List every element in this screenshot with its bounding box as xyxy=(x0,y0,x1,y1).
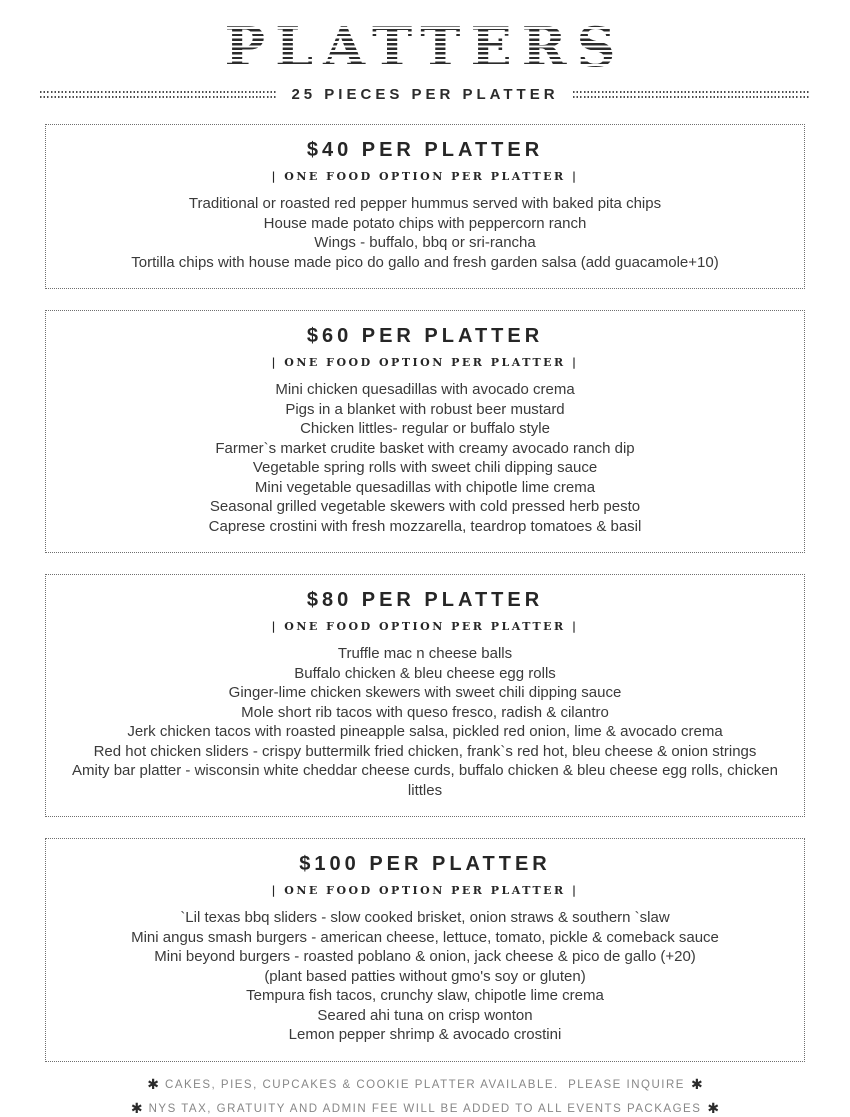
section-subheading: | ONE FOOD OPTION PER PLATTER | xyxy=(271,356,579,369)
platter-section-40 xyxy=(45,124,805,289)
menu-item: Tortilla chips with house made pico do gallo and fresh garden salsa (add guacamole+10) xyxy=(131,253,719,271)
menu-item: Traditional or roasted red pepper hummus served with baked pita chips xyxy=(188,195,662,212)
menu-item: Mini angus smash burgers - american cheese, lettuce, tomato, pickle & comeback sauce xyxy=(131,928,719,946)
menu-item: Ginger-lime chicken skewers with sweet chili dipping sauce xyxy=(228,684,622,701)
menu-item: Buffalo chicken & bleu cheese egg rolls xyxy=(294,664,556,682)
menu-item: Lemon pepper shrimp & avocado crostini xyxy=(288,1026,562,1043)
platter-section-60 xyxy=(45,310,805,553)
section-subheading: | ONE FOOD OPTION PER PLATTER | xyxy=(271,170,579,183)
footer-note-text: CAKES, PIES, CUPCAKES & COOKIE PLATTER AVAILABLE. PLEASE INQUIRE xyxy=(165,1078,685,1091)
menu-item: (plant based patties without gmo's soy or gluten) xyxy=(264,967,586,985)
menu-item: Pigs in a blanket with robust beer mustard xyxy=(285,400,565,418)
menu-item: Truffle mac n cheese balls xyxy=(337,645,513,662)
menu-item: Mini beyond burgers - roasted poblano & onion, jack cheese & pico de gallo (+20) xyxy=(154,948,696,965)
asterisk-icon: ✱ xyxy=(690,1075,703,1092)
section-heading: $40 PER PLATTER xyxy=(306,139,544,161)
menu-item: Mole short rib tacos with queso fresco, radish & cilantro xyxy=(241,703,609,721)
section-heading: $60 PER PLATTER xyxy=(306,325,544,347)
menu-item: Chicken littles- regular or buffalo style xyxy=(300,420,550,437)
footer-notes xyxy=(0,1076,850,1117)
menu-item: Vegetable spring rolls with sweet chili dipping sauce xyxy=(252,459,598,476)
hatched-rule-left xyxy=(40,91,277,98)
page-title: PLATTERS xyxy=(0,20,850,74)
menu-item: Mini vegetable quesadillas with chipotle lime crema xyxy=(254,478,596,496)
subtitle-row xyxy=(40,86,810,103)
menu-item: House made potato chips with peppercorn ranch xyxy=(263,214,587,232)
platter-section-100 xyxy=(45,838,805,1062)
asterisk-icon: ✱ xyxy=(707,1099,720,1116)
menu-item: Caprese crostini with fresh mozzarella, teardrop tomatoes & basil xyxy=(208,517,642,535)
footer-note-desserts xyxy=(0,1076,850,1093)
asterisk-icon: ✱ xyxy=(147,1075,160,1092)
menu-item: Tempura fish tacos, crunchy slaw, chipotle lime crema xyxy=(246,987,604,1004)
hatched-rule-right xyxy=(573,91,810,98)
footer-note-text: NYS TAX, GRATUITY AND ADMIN FEE WILL BE ADDED TO ALL EVENTS PACKAGES xyxy=(148,1102,702,1115)
platter-section-80 xyxy=(45,574,805,817)
menu-item: `Lil texas bbq sliders - slow cooked brisket, onion straws & southern `slaw xyxy=(180,909,670,926)
asterisk-icon: ✱ xyxy=(130,1099,143,1116)
menu-item: Mini chicken quesadillas with avocado crema xyxy=(275,381,575,398)
footer-note-tax xyxy=(0,1100,850,1117)
menu-item: Jerk chicken tacos with roasted pineapple salsa, pickled red onion, lime & avocado crema xyxy=(127,723,723,740)
page-subtitle: 25 PIECES PER PLATTER xyxy=(291,86,559,103)
section-heading: $100 PER PLATTER xyxy=(299,853,551,875)
menu-item: Amity bar platter - wisconsin white cheddar cheese curds, buffalo chicken & bleu cheese egg rolls, chicken littles xyxy=(72,762,778,799)
section-subheading: | ONE FOOD OPTION PER PLATTER | xyxy=(271,620,579,633)
menu-item: Farmer`s market crudite basket with creamy avocado ranch dip xyxy=(215,439,635,457)
menu-item: Seasonal grilled vegetable skewers with cold pressed herb pesto xyxy=(209,498,641,515)
menu-item: Seared ahi tuna on crisp wonton xyxy=(317,1006,533,1024)
menu-item: Wings - buffalo, bbq or sri-rancha xyxy=(314,234,536,251)
menu-item: Red hot chicken sliders - crispy buttermilk fried chicken, frank`s red hot, bleu cheese & onion strings xyxy=(93,742,757,760)
section-subheading: | ONE FOOD OPTION PER PLATTER | xyxy=(271,884,579,897)
section-heading: $80 PER PLATTER xyxy=(306,589,544,611)
